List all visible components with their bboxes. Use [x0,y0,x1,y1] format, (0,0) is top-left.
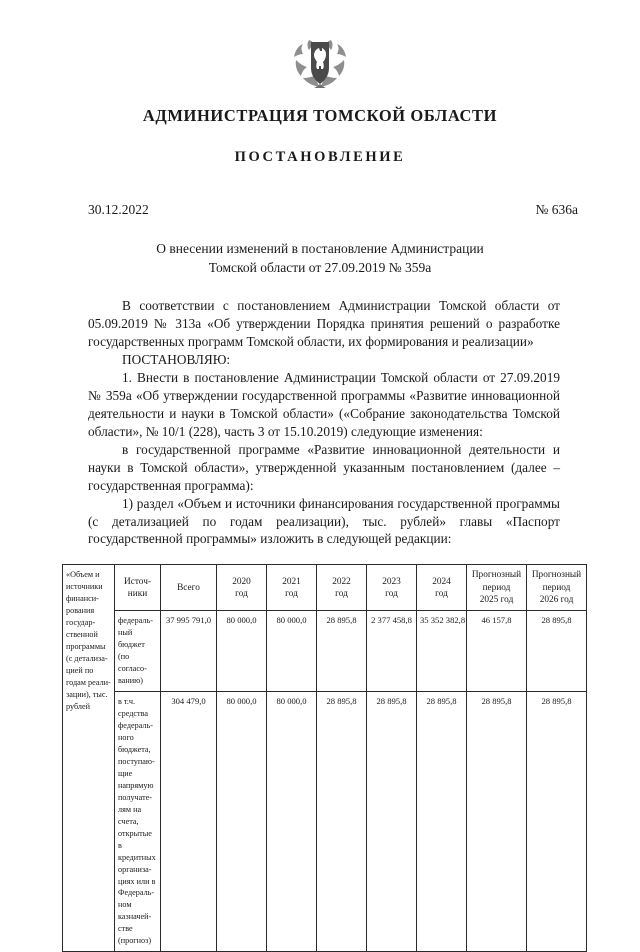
coat-of-arms-icon [289,34,351,92]
row-total-federal-budget: 37 995 791,0 [161,611,217,692]
body-paragraph-4: в государственной программе «Развитие инновационной деятельности и науки в Томской области», утвержденной указанным постановлением (далее – государственная программа): [88,441,560,493]
row-2022-federal-budget: 28 895,8 [317,611,367,692]
document-number: № 636а [535,202,578,217]
body-paragraph-1: В соответствии с постановлением Администрации Томской области от 05.09.2019 № 313а «Об утверждении Порядка принятия решений о разработке государственных программ Томской области, их формирования и реализации» [88,298,560,350]
row-2021-federal-budget: 80 000,0 [267,611,317,692]
row-source-federal-budget: федераль-ный бюджет (по согласо-ванию) [115,611,161,692]
table-header-sources-line1: Источ- [124,576,151,587]
year-2024-number: 2024 [432,576,451,587]
row-total-direct-payments: 304 479,0 [161,691,217,951]
year-2021-number: 2021 [282,576,301,587]
table-row [63,691,587,951]
table-header-row [63,565,587,611]
year-2024-word: год [435,588,448,599]
row-2023-federal-budget: 2 377 458,8 [367,611,417,692]
table-header-sources-line2: ники [127,588,148,599]
forecast-2026-line3: 2026 год [539,594,574,605]
subject-line-1: О внесении изменений в постановление Администрации [156,241,484,256]
table-header-year-2024 [417,565,467,611]
forecast-2025-line2: период [482,582,511,593]
table-header-year-2023 [367,565,417,611]
row-2026-direct-payments: 28 895,8 [527,691,587,951]
table-row [63,611,587,692]
row-2025-federal-budget: 46 157,8 [467,611,527,692]
table-header-sources [115,565,161,611]
document-date: 30.12.2022 [88,202,149,217]
financing-table-container [0,564,640,952]
row-2024-direct-payments: 28 895,8 [417,691,467,951]
forecast-2026-line2: период [542,582,571,593]
forecast-2025-line1: Прогнозный [471,570,522,581]
table-header-total: Всего [161,565,217,611]
row-2024-federal-budget: 35 352 382,8 [417,611,467,692]
year-2020-word: год [235,588,248,599]
row-2021-direct-payments: 80 000,0 [267,691,317,951]
document-body [0,297,640,548]
row-2026-federal-budget: 28 895,8 [527,611,587,692]
subject-line-2: Томской области от 27.09.2019 № 359а [208,259,432,275]
year-2020-number: 2020 [232,576,251,587]
row-2020-direct-payments: 80 000,0 [217,691,267,951]
body-paragraph-3: 1. Внести в постановление Администрации Томской области от 27.09.2019 № 359а «Об утверждении государственной программы «Развитие инновационной деятельности и науки в Томской области» («Собрание законодательства Томской области», № 10/1 (228), часть 3 от 15.10.2019) следующие изменения: [88,370,560,439]
organization-title: АДМИНИСТРАЦИЯ ТОМСКОЙ ОБЛАСТИ [142,106,498,125]
year-2022-word: год [335,588,348,599]
year-2022-number: 2022 [332,576,351,587]
table-header-year-2020 [217,565,267,611]
year-2023-word: год [385,588,398,599]
forecast-2025-line3: 2025 год [479,594,514,605]
table-header-year-2021 [267,565,317,611]
table-header-forecast-2025 [467,565,527,611]
row-2022-direct-payments: 28 895,8 [317,691,367,951]
table-header-year-2022 [317,565,367,611]
body-paragraph-2: ПОСТАНОВЛЯЮ: [122,352,231,368]
row-source-direct-payments: в т.ч. средства федераль-ного бюджета, поступаю-щие напрямую получате-лям на счета, открытые в кредитных организа-циях или в Федераль-ном казначей-стве (прогноз) [115,691,161,951]
financing-table [62,564,587,952]
row-2023-direct-payments: 28 895,8 [367,691,417,951]
row-2020-federal-budget: 80 000,0 [217,611,267,692]
table-header-forecast-2026 [527,565,587,611]
document-subject [0,240,640,277]
table-header-programme-label: «Объем и источники финанси-рования государ-ственной программы (с детализа-цией по годам реали-зации), тыс. рублей [63,565,115,952]
year-2023-number: 2023 [382,576,401,587]
document-type-title: ПОСТАНОВЛЕНИЕ [234,149,406,165]
forecast-2026-line1: Прогнозный [531,570,582,581]
document-meta-line [0,202,640,218]
row-2025-direct-payments: 28 895,8 [467,691,527,951]
body-paragraph-5: 1) раздел «Объем и источники финансирования государственной программы (с детализацией по годам реализации), тыс. рублей» главы «Паспорт государственной программы» изложить в следующей редакции: [88,495,560,547]
year-2021-word: год [285,588,298,599]
emblem-container [0,0,640,92]
